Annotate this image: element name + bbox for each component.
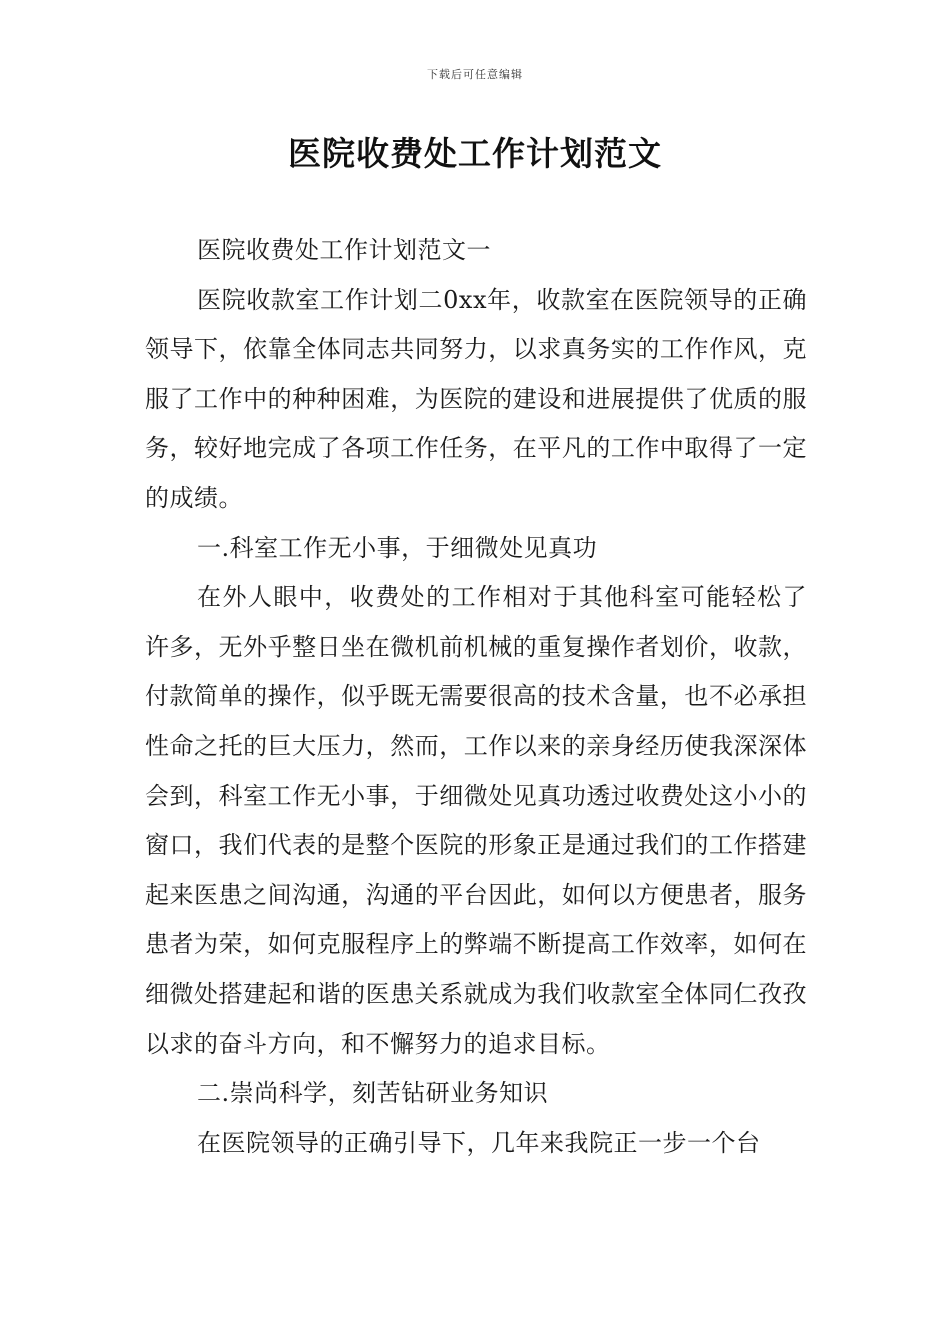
paragraph-section-2: 在医院领导的正确引导下，几年来我院正一步一个台	[197, 1128, 761, 1157]
paragraph-intro: 医院收款室工作计划二0xx年，收款室在医院领导的正确领导下，依靠全体同志共同努力，以求真务实的工作作风，克服了工作中的种种困难，为医院的建设和进展提供了优质的服务，较好地完成了各项工作任务，在平凡的工作中取得了一定的成绩。	[145, 285, 807, 512]
document-body	[145, 226, 807, 1168]
document-title: 医院收费处工作计划范文	[288, 134, 662, 173]
paragraph-section-1: 在外人眼中，收费处的工作相对于其他科室可能轻松了许多，无外乎整日坐在微机前机械的重复操作者划价，收款，付款简单的操作，似乎既无需要很高的技术含量，也不必承担性命之托的巨大压力，然而，工作以来的亲身经历使我深深体会到，科室工作无小事，于细微处见真功透过收费处这小小的窗口，我们代表的是整个医院的形象正是通过我们的工作搭建起来医患之间沟通，沟通的平台因此，如何以方便患者，服务患者为荣，如何克服程序上的弊端不断提高工作效率，如何在细微处搭建起和谐的医患关系就成为我们收款室全体同仁孜孜以求的奋斗方向，和不懈努力的追求目标。	[145, 583, 807, 1058]
section-heading-2: 二.崇尚科学，刻苦钻研业务知识	[197, 1079, 549, 1108]
header-note: 下载后可任意编辑	[427, 68, 523, 81]
paragraph-subtitle: 医院收费处工作计划范文一	[197, 236, 491, 264]
section-heading-1: 一.科室工作无小事，于细微处见真功	[197, 533, 598, 562]
